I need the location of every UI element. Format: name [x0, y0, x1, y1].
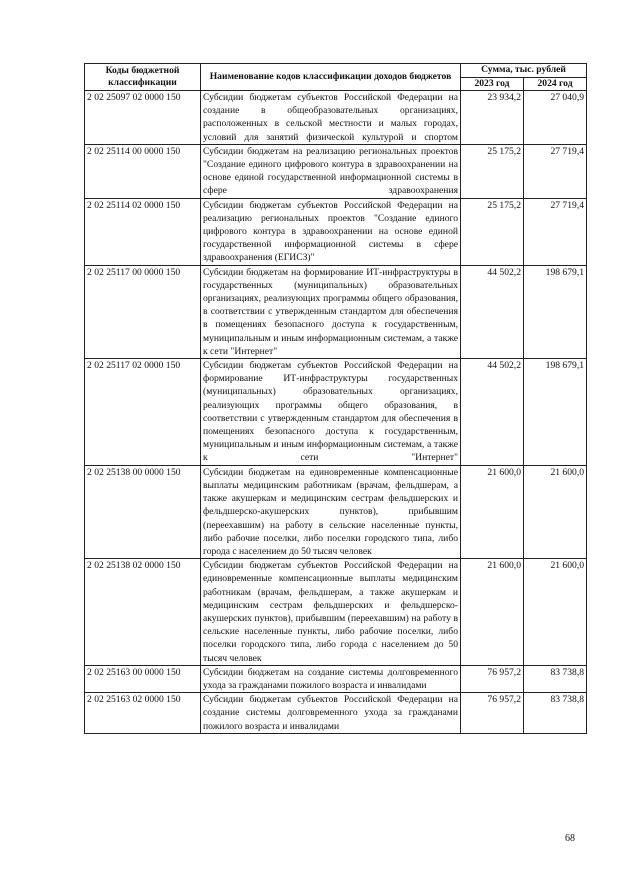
amount-2024-cell: 27 719,4: [524, 144, 587, 198]
name-cell: Субсидии бюджетам субъектов Российской Федерации на создание в общеобразовательных организациях, расположенных в сельской местности и малых городах, условий для занятий физической культурой и спортом: [201, 91, 461, 145]
table-row: [85, 559, 587, 666]
budget-revenue-table: [84, 63, 587, 734]
name-cell: Субсидии бюджетам на единовременные компенсационные выплаты медицинским работникам (врачам, фельдшерам, а также акушеркам и медицинским сестрам фельдшерских и фельдшерско-акушерских пунктов), прибывшим (переехавшим) на работу в сельские населенные пункты, либо рабочие поселки, либо поселки городского типа, либо города с населением до 50 тысяч человек: [201, 465, 461, 558]
table-row: [85, 359, 587, 466]
amount-2023-cell: 44 502,2: [461, 359, 524, 466]
amount-2023-cell: 25 175,2: [461, 198, 524, 265]
amount-2023-cell: 76 957,2: [461, 665, 524, 692]
header-row: [85, 64, 587, 78]
amount-2023-cell: 21 600,0: [461, 559, 524, 666]
amount-2023-cell: 25 175,2: [461, 144, 524, 198]
budget-code-cell: 2 02 25114 00 0000 150: [85, 144, 201, 198]
amount-2024-cell: 198 679,1: [524, 265, 587, 358]
name-cell: Субсидии бюджетам на создание системы долговременного ухода за гражданами пожилого возраста и инвалидами: [201, 665, 461, 692]
amount-2024-cell: 27 040,9: [524, 91, 587, 145]
amount-2023-cell: 44 502,2: [461, 265, 524, 358]
amount-2023-cell: 23 934,2: [461, 91, 524, 145]
amount-2023-cell: 21 600,0: [461, 465, 524, 558]
amount-2024-cell: 83 738,8: [524, 665, 587, 692]
name-cell: Субсидии бюджетам субъектов Российской Федерации на единовременные компенсационные выплаты медицинским работникам (врачам, фельдшерам, а также акушеркам и медицинским сестрам фельдшерских и фельдшерско-акушерских пунктов), прибывшим (переехавшим) на работу в сельские населенные пункты, либо рабочие поселки, либо поселки городского типа, либо города с населением до 50 тысяч человек: [201, 559, 461, 666]
header-name: Наименование кодов классификации доходов бюджетов: [201, 64, 461, 91]
budget-code-cell: 2 02 25097 02 0000 150: [85, 91, 201, 145]
name-cell: Субсидии бюджетам субъектов Российской Федерации на реализацию региональных проектов "Создание единого цифрового контура в здравоохранении на основе единой государственной информационной системы в сфере здравоохранения (ЕГИСЗ)": [201, 198, 461, 265]
table-row: [85, 144, 587, 198]
budget-code-cell: 2 02 25163 00 0000 150: [85, 665, 201, 692]
table-row: [85, 693, 587, 734]
header-year-2023: 2023 год: [461, 77, 524, 91]
page-number: 68: [565, 833, 575, 844]
table-row: [85, 265, 587, 358]
amount-2023-cell: 76 957,2: [461, 693, 524, 734]
name-cell: Субсидии бюджетам субъектов Российской Федерации на создание системы долговременного ухода за гражданами пожилого возраста и инвалидами: [201, 693, 461, 734]
table-row: [85, 91, 587, 145]
name-cell: Субсидии бюджетам на реализацию региональных проектов "Создание единого цифрового контура в здравоохранении на основе единой государственной информационной системы в сфере здравоохранения: [201, 144, 461, 198]
budget-code-cell: 2 02 25138 00 0000 150: [85, 465, 201, 558]
amount-2024-cell: 83 738,8: [524, 693, 587, 734]
name-cell: Субсидии бюджетам субъектов Российской Федерации на формирование ИТ-инфраструктуры государственных (муниципальных) образовательных организациях, реализующих программы общего образования, в соответствии с утвержденным стандартом для обеспечения в помещениях безопасного доступа к государственным, муниципальным и иным информационным системам, а также к сети "Интернет": [201, 359, 461, 466]
header-sum: Сумма, тыс. рублей: [461, 64, 587, 78]
table-row: [85, 665, 587, 692]
amount-2024-cell: 27 719,4: [524, 198, 587, 265]
header-year-2024: 2024 год: [524, 77, 587, 91]
header-code: Коды бюджетной классификации: [85, 64, 201, 91]
amount-2024-cell: 21 600,0: [524, 559, 587, 666]
budget-code-cell: 2 02 25114 02 0000 150: [85, 198, 201, 265]
budget-code-cell: 2 02 25163 02 0000 150: [85, 693, 201, 734]
name-cell: Субсидии бюджетам на формирование ИТ-инфраструктуры в государственных (муниципальных) образовательных организациях, реализующих программы общего образования, в соответствии с утвержденным стандартом для обеспечения в помещениях безопасного доступа к государственным, муниципальным и иным информационным системам, а также к сети "Интернет": [201, 265, 461, 358]
amount-2024-cell: 21 600,0: [524, 465, 587, 558]
table-row: [85, 465, 587, 558]
amount-2024-cell: 198 679,1: [524, 359, 587, 466]
table-row: [85, 198, 587, 265]
budget-code-cell: 2 02 25138 02 0000 150: [85, 559, 201, 666]
budget-code-cell: 2 02 25117 00 0000 150: [85, 265, 201, 358]
budget-code-cell: 2 02 25117 02 0000 150: [85, 359, 201, 466]
